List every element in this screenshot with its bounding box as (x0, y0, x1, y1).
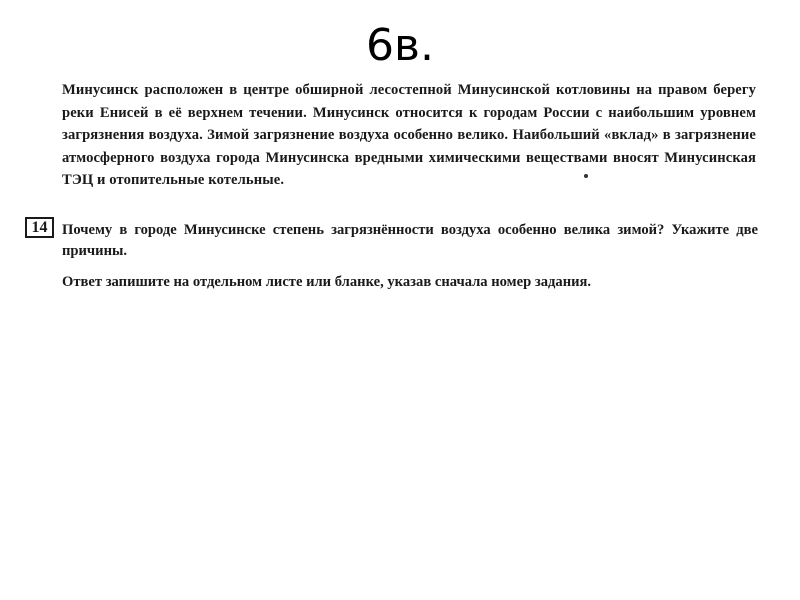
scan-speck (584, 174, 588, 178)
task-number-box: 14 (25, 217, 54, 238)
task-instruction: Ответ запишите на отдельном листе или бланке, указав сначала номер задания. (62, 274, 592, 290)
slide-title: 6в. (366, 20, 434, 71)
passage-text: Минусинск расположен в центре обширной лесостепной Минусинской котловины на правом берегу реки Енисей в её верхнем течении. Минусинск относится к городам России с наибольшим уровнем загрязнения воздуха. Зимой загрязнение воздуха особенно велико. Наибольший «вклад» в загрязнение атмосферного воздуха города Минусинска вредными химическими веществами вносят Минусинская ТЭЦ и отопительные котельные. (62, 82, 756, 188)
task-question: Почему в городе Минусинске степень загрязнённости воздуха особенно велика зимой? Укажите две причины. (62, 222, 758, 259)
